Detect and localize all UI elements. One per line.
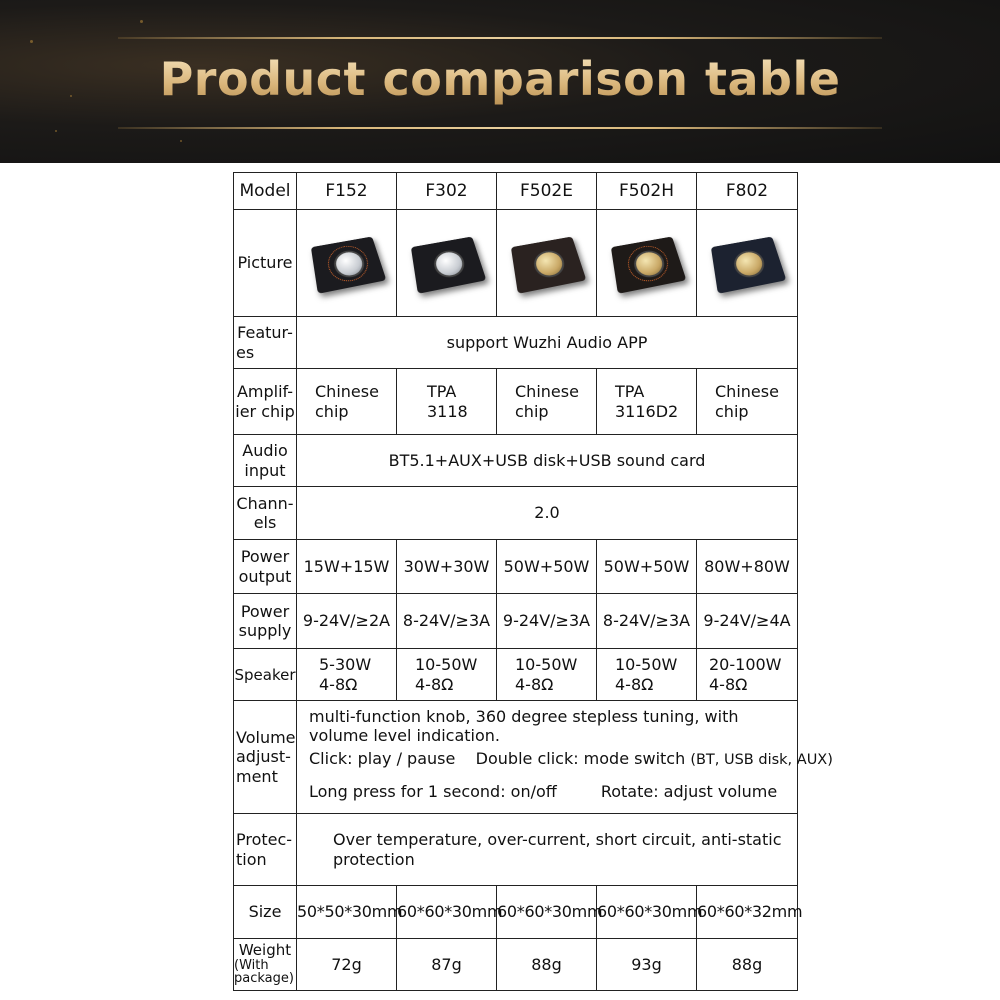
weight-cell: 88g bbox=[497, 939, 597, 991]
amplifier-chip-cell: TPA 3116D2 bbox=[597, 369, 697, 435]
speaker-cell: 10-50W 4-8Ω bbox=[597, 649, 697, 701]
row-header-audio-input: Audio input bbox=[234, 435, 297, 487]
product-image-f802 bbox=[697, 210, 798, 317]
size-cell: 60*60*30mm bbox=[597, 886, 697, 939]
weight-cell: 72g bbox=[297, 939, 397, 991]
row-header-power-output: Power output bbox=[234, 540, 297, 594]
model-cell: F802 bbox=[697, 173, 798, 210]
model-cell: F152 bbox=[297, 173, 397, 210]
page-title: Product comparison table bbox=[0, 52, 1000, 106]
model-cell: F502E bbox=[497, 173, 597, 210]
features-value: support Wuzhi Audio APP bbox=[297, 317, 798, 369]
power-supply-cell: 9-24V/≥4A bbox=[697, 594, 798, 649]
audio-input-value: BT5.1+AUX+USB disk+USB sound card bbox=[297, 435, 798, 487]
row-header-protection: Protec- tion bbox=[234, 814, 297, 886]
protection-value: Over temperature, over-current, short circuit, anti-static protection bbox=[297, 814, 798, 886]
table-row-amplifier-chip bbox=[234, 369, 798, 435]
row-header-model: Model bbox=[234, 173, 297, 210]
table-row-protection bbox=[234, 814, 798, 886]
power-supply-cell: 8-24V/≥3A bbox=[597, 594, 697, 649]
volume-line-1: multi-function knob, 360 degree stepless tuning, with bbox=[309, 707, 739, 726]
comparison-table bbox=[233, 172, 833, 991]
power-supply-cell: 9-24V/≥3A bbox=[497, 594, 597, 649]
row-header-amplifier-chip: Amplif- ier chip bbox=[234, 369, 297, 435]
volume-adjustment-value bbox=[297, 701, 833, 814]
table-row-size bbox=[234, 886, 798, 939]
volume-press-line: Long press for 1 second: on/off Rotate: adjust volume bbox=[309, 781, 778, 801]
row-header-power-supply: Power supply bbox=[234, 594, 297, 649]
banner-bottom-rule bbox=[118, 127, 882, 129]
power-supply-cell: 9-24V/≥2A bbox=[297, 594, 397, 649]
power-output-cell: 30W+30W bbox=[397, 540, 497, 594]
product-image-f502h bbox=[597, 210, 697, 317]
row-header-channels: Chann- els bbox=[234, 487, 297, 540]
header-banner bbox=[0, 0, 1000, 163]
product-image-f502e bbox=[497, 210, 597, 317]
table-row-power-supply bbox=[234, 594, 798, 649]
volume-click-line: Click: play / pause Double click: mode switch (BT, USB disk, AUX) bbox=[309, 749, 833, 769]
power-output-cell: 50W+50W bbox=[597, 540, 697, 594]
table-row-speaker bbox=[234, 649, 798, 701]
table-row-audio-input bbox=[234, 435, 798, 487]
table-row-model bbox=[234, 173, 798, 210]
speaker-cell: 5-30W 4-8Ω bbox=[297, 649, 397, 701]
size-cell: 60*60*30mm bbox=[497, 886, 597, 939]
product-image-f302 bbox=[397, 210, 497, 317]
table-row-weight bbox=[234, 939, 798, 991]
weight-cell: 87g bbox=[397, 939, 497, 991]
volume-line-2: volume level indication. bbox=[309, 726, 501, 746]
weight-cell: 88g bbox=[697, 939, 798, 991]
amplifier-chip-cell: Chinese chip bbox=[297, 369, 397, 435]
table-row-picture bbox=[234, 210, 798, 317]
row-header-size: Size bbox=[234, 886, 297, 939]
row-header-speaker: Speaker bbox=[234, 649, 297, 701]
row-header-volume-adjustment: Volume adjust- ment bbox=[234, 701, 297, 814]
table-row-features bbox=[234, 317, 798, 369]
power-supply-cell: 8-24V/≥3A bbox=[397, 594, 497, 649]
model-cell: F502H bbox=[597, 173, 697, 210]
speaker-cell: 10-50W 4-8Ω bbox=[497, 649, 597, 701]
model-cell: F302 bbox=[397, 173, 497, 210]
amplifier-chip-cell: Chinese chip bbox=[697, 369, 798, 435]
size-cell: 50*50*30mm bbox=[297, 886, 397, 939]
speaker-cell: 10-50W 4-8Ω bbox=[397, 649, 497, 701]
banner-top-rule bbox=[118, 37, 882, 39]
size-cell: 60*60*32mm bbox=[697, 886, 798, 939]
channels-value: 2.0 bbox=[297, 487, 798, 540]
speaker-cell: 20-100W 4-8Ω bbox=[697, 649, 798, 701]
table-row-power-output bbox=[234, 540, 798, 594]
amplifier-chip-cell: Chinese chip bbox=[497, 369, 597, 435]
row-header-picture: Picture bbox=[234, 210, 297, 317]
power-output-cell: 50W+50W bbox=[497, 540, 597, 594]
power-output-cell: 15W+15W bbox=[297, 540, 397, 594]
power-output-cell: 80W+80W bbox=[697, 540, 798, 594]
table-row-volume-adjustment bbox=[234, 701, 798, 814]
table-row-channels bbox=[234, 487, 798, 540]
size-cell: 60*60*30mm bbox=[397, 886, 497, 939]
row-header-weight: Weight (With package) bbox=[234, 939, 297, 991]
product-image-f152 bbox=[297, 210, 397, 317]
weight-cell: 93g bbox=[597, 939, 697, 991]
row-header-features: Featur- es bbox=[234, 317, 297, 369]
amplifier-chip-cell: TPA 3118 bbox=[397, 369, 497, 435]
